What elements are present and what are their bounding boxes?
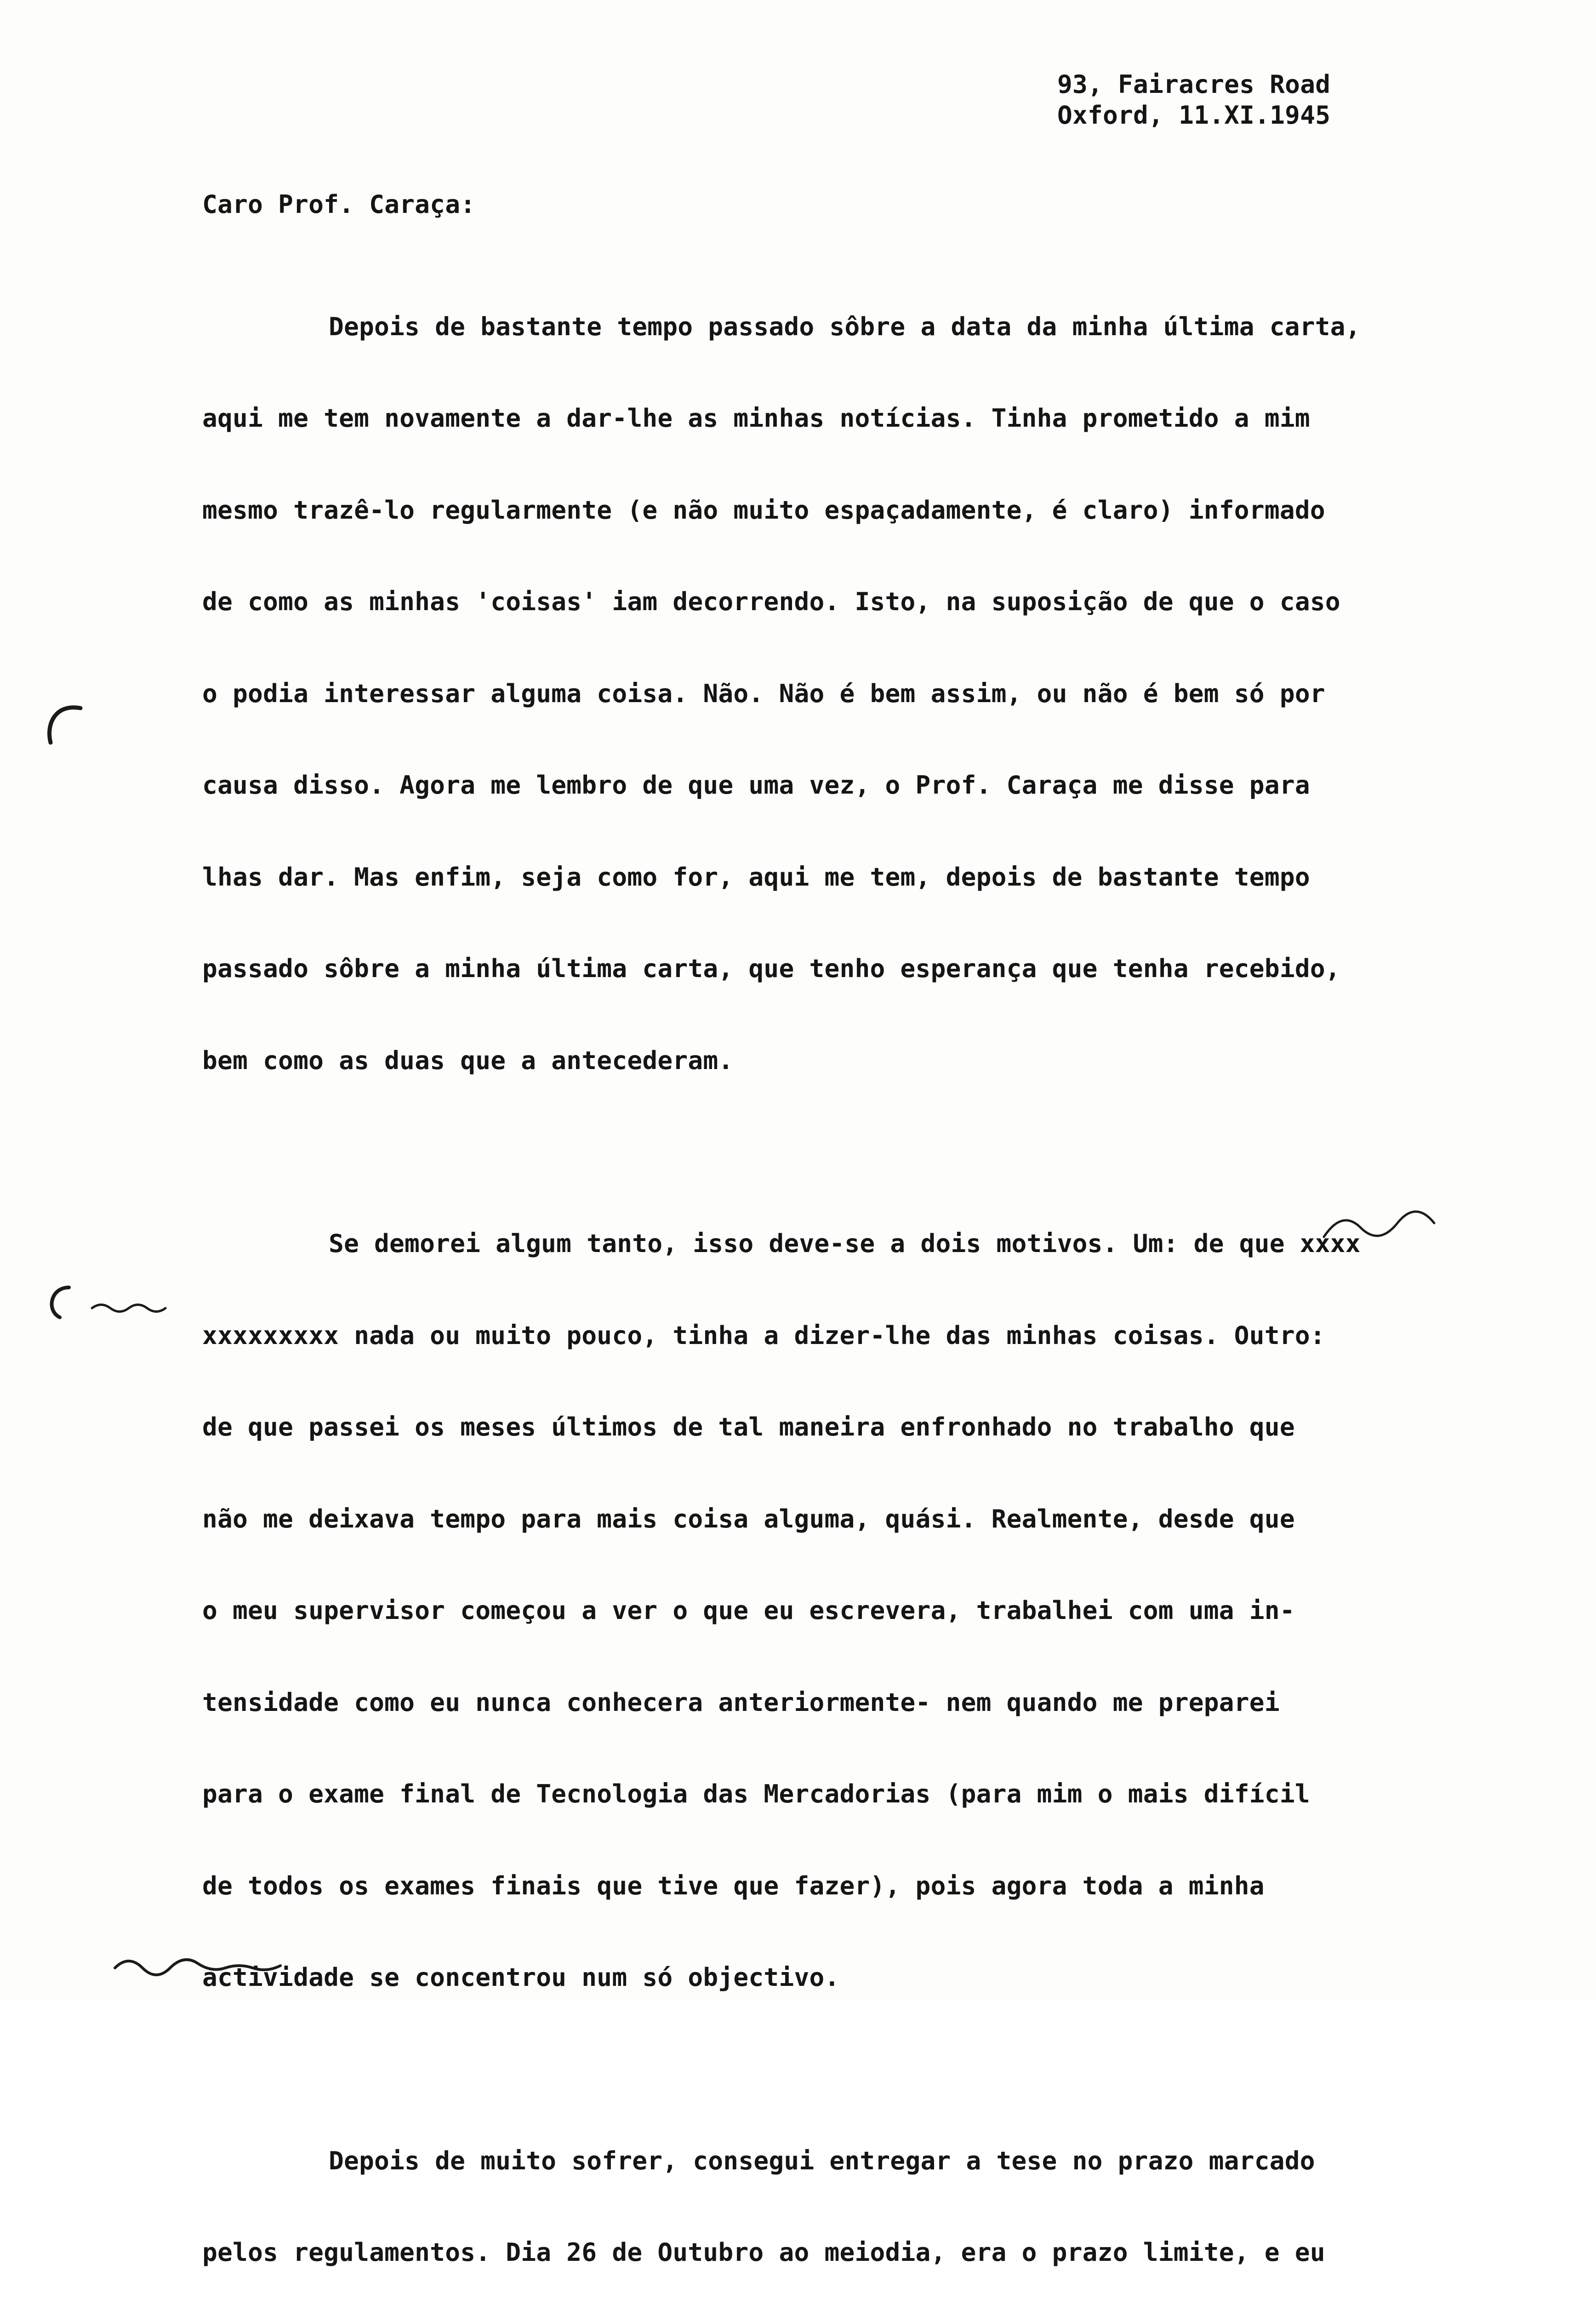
typewritten-letter [202, 69, 1572, 2299]
paragraph-line: tensidade como eu nunca conhecera anteriormente- nem quando me preparei [202, 1687, 1572, 1718]
paragraph-line: xxxxxxxxx nada ou muito pouco, tinha a dizer-lhe das minhas coisas. Outro: [202, 1320, 1572, 1351]
paragraph-line: Depois de bastante tempo passado sôbre a data da minha última carta, [329, 312, 1361, 341]
margin-bracket-mark [37, 699, 92, 754]
paragraph-line: o podia interessar alguma coisa. Não. Não é bem assim, ou não é bem só por [202, 678, 1572, 709]
paragraph-line: de todos os exames finais que tive que fazer), pois agora toda a minha [202, 1870, 1572, 1901]
paragraph-line: de que passei os meses últimos de tal maneira enfronhado no trabalho que [202, 1412, 1572, 1442]
paragraph-line: o meu supervisor começou a ver o que eu escrevera, trabalhei com uma in- [202, 1595, 1572, 1626]
paragraph-line: mesmo trazê-lo regularmente (e não muito espaçadamente, é claro) informado [202, 495, 1572, 526]
paragraph-2 [202, 1167, 1572, 2054]
paragraph-line: aqui me tem novamente a dar-lhe as minhas notícias. Tinha prometido a mim [202, 403, 1572, 434]
paragraph-line: passado sôbre a minha última carta, que tenho esperança que tenha recebido, [202, 953, 1572, 984]
paragraph-3 [202, 2084, 1572, 2299]
paragraph-line: Depois de muito sofrer, consegui entregar a tese no prazo marcado [329, 2146, 1315, 2175]
paragraph-line: pelos regulamentos. Dia 26 de Outubro ao meiodia, era o prazo limite, e eu [202, 2237, 1572, 2268]
paragraph-line: causa disso. Agora me lembro de que uma vez, o Prof. Caraça me disse para [202, 770, 1572, 801]
paragraph-1 [202, 250, 1572, 1137]
address-line: 93, Fairacres Road [1057, 69, 1330, 99]
paragraph-line: actividade se concentrou num só objectivo. [202, 1962, 1572, 1993]
insertion-caret-mark [1315, 1195, 1453, 1251]
paragraph-line: Se demorei algum tanto, isso deve-se a dois motivos. Um: de que xxxx [329, 1229, 1361, 1258]
margin-scribble-mark [41, 1274, 207, 1338]
salutation: Caro Prof. Caraça: [202, 189, 1572, 220]
paragraph-line: bem como as duas que a antecederam. [202, 1045, 1572, 1076]
paragraph-line: de como as minhas 'coisas' iam decorrendo. Isto, na suposição de que o caso [202, 586, 1572, 617]
paragraph-line: não me deixava tempo para mais coisa alguma, quási. Realmente, desde que [202, 1504, 1572, 1534]
paragraph-line: para o exame final de Tecnologia das Mercadorias (para mim o mais difícil [202, 1779, 1572, 1809]
paragraph-line: lhas dar. Mas enfim, seja como for, aqui me tem, depois de bastante tempo [202, 862, 1572, 892]
address-date-line: Oxford, 11.XI.1945 [1057, 100, 1330, 130]
bottom-scribble-mark [106, 1940, 363, 1991]
sender-address [1057, 69, 1572, 130]
